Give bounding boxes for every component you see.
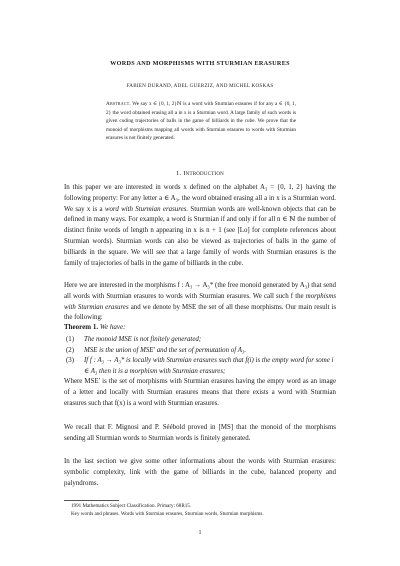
page-number: 1: [198, 530, 202, 536]
abstract-text: We say x ∈ {0, 1, 2}ℕ is a word with Sturmian erasures if for any a ∈ {0, 1, 2} the word obtained erasing all a in x is a Sturmian word. A large family of such words is given coding trajectories of balls in the game of billiards in the cube. We prove that the monoid of morphisms mapping all words with Sturmian erasures to words with Sturmian erasures is not finitely generated.: [106, 101, 296, 141]
footnote-rule: [64, 500, 119, 501]
theorem-item: [64, 335, 336, 346]
theorem-item-number: (2): [66, 346, 75, 354]
paragraph-1-part-a: In this paper we are interested in words x defined on the alphabet A₃ = {0, 1, 2} having the following property: For any letter a ∈ A₃, the word obtained erasing all a in x is a Sturmian word. We say x is a: [64, 184, 336, 213]
theorem-item-text: If f : A₃ → A₃* is locally with Sturmian erasures such that f(i) is the empty word for some i ∈ A₃ then it is a morphism with Sturmian erasures;: [84, 357, 334, 375]
abstract: [106, 100, 296, 143]
paragraph-2-part-c: and we denote by MSE the set of all these morphisms. Our main result is the following:: [64, 303, 337, 322]
paper-authors: FABIEN DURAND, ADEL GUERZIZ, AND MICHEL KOSKAS: [126, 83, 274, 89]
paragraph-1-emphasis: word with Sturmian erasures.: [104, 205, 189, 213]
paper-title: WORDS AND MORPHISMS WITH STURMIAN ERASURES: [110, 60, 290, 67]
paragraph-5: In the last section we give some other informations about the words with Sturmian erasures: symbolic complexity, link with the game of billiards in the cube, balanced property and palyndroms.: [64, 458, 336, 487]
theorem-heading: [64, 323, 125, 331]
paragraph-4: We recall that F. Mignosi and P. Séébold proved in [MS] that the monoid of the morphisms sending all Sturmian words to Sturmian words is finitely generated.: [64, 424, 336, 442]
paragraph-1-part-c: Sturmian words are well-known objects that can be defined in many ways. For example, a word is Sturmian if and only if for all n ∈ ℕ the number of distinct finite words of length n appearing in x is n + 1 (see [Lo] for complete references about Sturmian words). Sturmian words can also be viewed as trajectories of balls in the game of billiards in the square. We will see that a large family of words with Sturmian erasures is the family of trajectories of balls in the game of billiards in the cube.: [64, 205, 336, 267]
theorem-item-text: The monoid MSE is not finitely generated;: [84, 336, 202, 343]
footnote-classification: 1991 Mathematics Subject Classification. Primary: 68R15.: [71, 503, 192, 509]
theorem-item: [64, 346, 336, 357]
theorem-intro: We have:: [99, 323, 126, 331]
theorem-item: [64, 356, 336, 377]
theorem-item-text: MSE is the union of MSE′ and the set of permutation of A₃.: [84, 346, 247, 354]
paragraph-2-part-a: Here we are interested in the morphisms f : A₃ → A₃* (the free monoid generated by A₃) that send all words with Sturmian erasures to words with Sturmian erasures. We call such f the: [64, 282, 336, 300]
paragraph-1: [64, 183, 336, 269]
theorem-list: [64, 335, 336, 377]
footnote-keywords: Key words and phrases. Words with Sturmian erasures, Sturmian words, Sturmian morphisms.: [71, 510, 264, 517]
paragraph-2: [64, 281, 336, 324]
theorem-label: Theorem 1.: [64, 323, 99, 331]
abstract-heading: Abstract.: [106, 101, 131, 107]
theorem-item-number: (1): [66, 336, 75, 343]
footnote: [64, 503, 336, 518]
theorem-item-number: (3): [66, 357, 75, 364]
section-title: 1. Introduction: [176, 170, 224, 177]
paragraph-2-emphasis: morphisms with Sturmian erasures: [64, 292, 336, 311]
paragraph-3: Where MSE′ is the set of morphisms with Sturmian erasures having the empty word as an image of a letter and locally with Sturmian erasures means that there exists a word with Sturmian erasures such that f(x) is a word with Sturmian erasures.: [64, 378, 336, 407]
